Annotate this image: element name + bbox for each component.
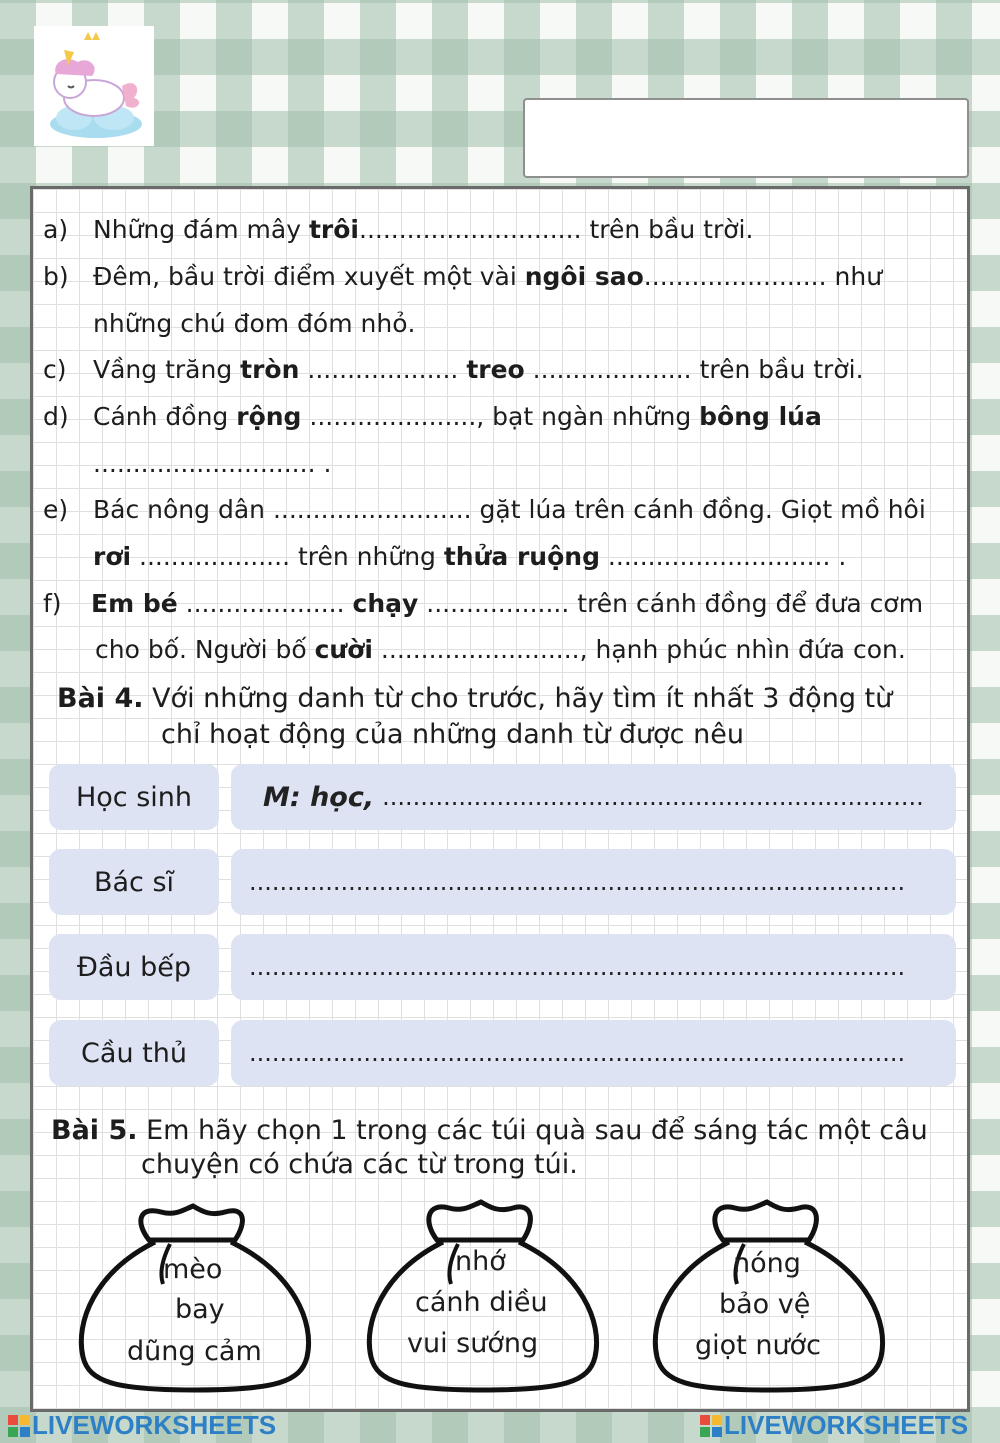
- noun-box: Bác sĩ: [49, 849, 219, 915]
- answer-dots: .......................................................................: [382, 783, 924, 811]
- item-label: a): [43, 215, 69, 244]
- example-text: M: học,: [263, 781, 375, 813]
- item-label: b): [43, 262, 69, 291]
- exercise5-title: Bài 5. Em hãy chọn 1 trong các túi quà sau để sáng tác một câu: [51, 1115, 928, 1146]
- exercise-item-f-continued: cho bố. Người bố cười ........................., hạnh phúc nhìn đứa con.: [95, 635, 906, 664]
- unicorn-logo: [34, 26, 154, 146]
- exercise4-title: Bài 4. Với những danh từ cho trước, hãy tìm ít nhất 3 động từ: [57, 683, 893, 714]
- bag-word: bay: [175, 1294, 225, 1325]
- bag-word: cánh diều: [415, 1287, 548, 1318]
- noun-box: Đầu bếp: [49, 934, 219, 1000]
- liveworksheets-logo-left[interactable]: LIVEWORKSHEETS: [8, 1410, 276, 1441]
- gift-bag-2[interactable]: [363, 1192, 603, 1402]
- answer-field[interactable]: [231, 764, 956, 830]
- bag-word: giọt nước: [695, 1330, 821, 1361]
- answer-field[interactable]: ......................................................................................: [231, 849, 956, 915]
- exercise4-subtitle: chỉ hoạt động của những danh từ được nêu: [161, 719, 744, 750]
- item-label: e): [43, 495, 69, 524]
- bag-word: nóng: [733, 1248, 801, 1279]
- exercise-item-b-continued: những chú đom đóm nhỏ.: [93, 309, 416, 338]
- exercise-item-d-continued: ............................ .: [93, 449, 332, 478]
- exercise5-subtitle: chuyện có chứa các từ trong túi.: [141, 1149, 578, 1180]
- bag-word: vui sướng: [407, 1328, 539, 1359]
- item-label: c): [43, 355, 67, 384]
- answer-box[interactable]: [523, 98, 969, 178]
- gift-bag-3[interactable]: [649, 1192, 889, 1402]
- liveworksheets-icon: [700, 1415, 722, 1437]
- noun-box: Học sinh: [49, 764, 219, 830]
- liveworksheets-icon: [8, 1415, 30, 1437]
- bag-word: dũng cảm: [127, 1336, 262, 1367]
- answer-field[interactable]: ......................................................................................: [231, 1020, 956, 1086]
- bag-word: nhớ: [455, 1246, 506, 1277]
- item-label: d): [43, 402, 69, 431]
- item-label: f): [43, 589, 62, 618]
- bag-word: bảo vệ: [719, 1289, 811, 1320]
- gift-bag-1[interactable]: [75, 1192, 315, 1402]
- exercise-item-e-continued: rơi ................... trên những thửa ruộng ............................ .: [93, 542, 847, 571]
- answer-field[interactable]: ......................................................................................: [231, 934, 956, 1000]
- worksheet: a) Những đám mây trôi............................ trên bầu trời. b) Đêm, bầu trời điểm xuyết một vài ngôi sao....................... như những chú đom đóm nhỏ. c) Vầng trăng tròn ................... treo .................... trên bầu trời. d) Cánh đồng rộng ....................., bạt ngàn những bông lúa ............................ . e) Bác nông dân ......................... gặt lúa trên cánh đồng. Giọt mồ hôi rơi ................... trên những thửa ruộng ............................ . f) Em bé .................... chạy .................. trên cánh đồng để đưa cơm cho bố. Người bố cười ........................., hạnh phúc nhìn đứa con. Bài 4. Với những danh từ cho trước, hãy tìm ít nhất 3 động từ chỉ hoạt động của những danh từ được nêu Học sinh M: học, ....................................................................... Bác sĩ ...................................................................................... Đầu bếp ...................................................................................... Cầu thủ ...................................................................................... Bài 5. Em hãy chọn 1 trong các túi quà sau để sáng tác một câu chuyện có chứa các từ trong túi. mèo bay dũng cảm nhớ cánh diều vui sướng nóng bảo vệ giọt nước: [30, 186, 970, 1412]
- noun-box: Cầu thủ: [49, 1020, 219, 1086]
- liveworksheets-logo-right[interactable]: LIVEWORKSHEETS: [700, 1410, 968, 1441]
- bag-word: mèo: [163, 1254, 223, 1285]
